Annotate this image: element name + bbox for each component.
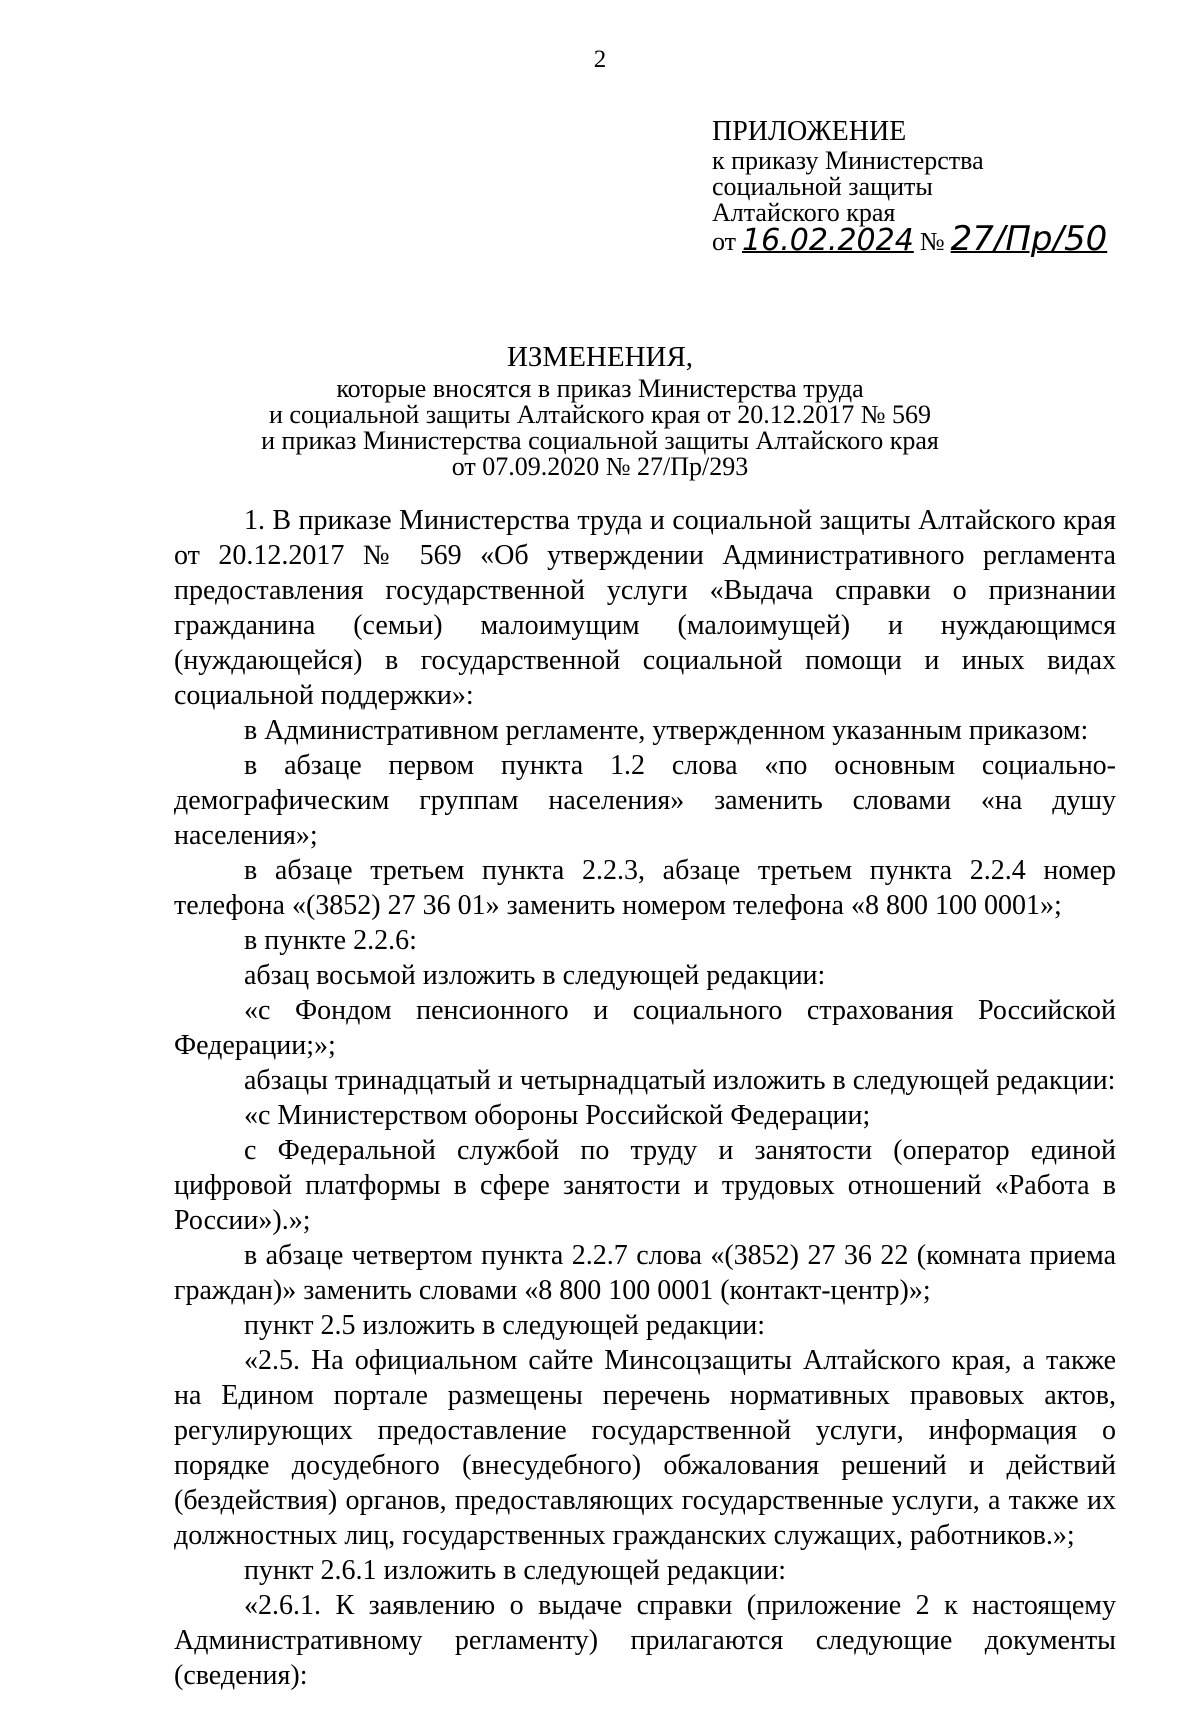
number-prefix: № [919, 227, 945, 256]
document-body [174, 503, 1116, 1693]
title-line-4: от 07.09.2020 № 27/Пр/293 [451, 452, 749, 481]
title-line-2: и социальной защиты Алтайского края от 20.12.2017 № 569 [269, 400, 931, 429]
appendix-line-3: Алтайского края [712, 198, 896, 227]
handwritten-number: 27/Пр/50 [950, 219, 1108, 259]
page-number: 2 [593, 46, 607, 73]
body-paragraph: пункт 2.6.1 изложить в следующей редакции: [244, 1555, 786, 1586]
body-paragraph: в абзаце четвертом пункта 2.2.7 слова «(3852) 27 36 22 (комната приема граждан)» заменить словами «8 800 100 0001 (контакт-центр)»; [174, 1240, 1116, 1306]
body-paragraph: абзацы тринадцатый и четырнадцатый изложить в следующей редакции: [244, 1065, 1116, 1096]
appendix-line-1: к приказу Министерства [712, 146, 984, 175]
appendix-line-2: социальной защиты [712, 172, 933, 201]
body-paragraph: в абзаце третьем пункта 2.2.3, абзаце третьем пункта 2.2.4 номер телефона «(3852) 27 36 01» заменить номером телефона «8 800 100 0001»; [174, 855, 1116, 921]
body-paragraph: в пункте 2.2.6: [244, 925, 417, 956]
body-paragraph: абзац восьмой изложить в следующей редакции: [244, 960, 826, 991]
document-title [200, 338, 1000, 480]
title-heading: ИЗМЕНЕНИЯ, [506, 341, 694, 373]
body-paragraph: «2.5. На официальном сайте Минсоцзащиты Алтайского края, а также на Едином портале размещены перечень нормативных правовых актов, регулирующих предоставление государственной услуги, информация о порядке досудебного (внесудебного) обжалования решений и действий (бездействия) органов, предоставляющих государственные услуги, а также их должностных лиц, государственных гражданских служащих, работников.»; [174, 1345, 1116, 1551]
body-paragraph: «2.6.1. К заявлению о выдаче справки (приложение 2 к настоящему Административному регламенту) прилагаются следующие документы (сведения): [174, 1590, 1116, 1691]
body-paragraph: пункт 2.5 изложить в следующей редакции: [244, 1310, 765, 1341]
date-prefix: от [712, 227, 737, 256]
title-line-1: которые вносятся в приказ Министерства труда [336, 374, 864, 403]
appendix-date-line [712, 219, 1182, 259]
body-paragraph: 1. В приказе Министерства труда и социальной защиты Алтайского края от 20.12.2017 № 569 «Об утверждении Административного регламента предоставления государственной услуги «Выдача справки о признании гражданина (семьи) малоимущим (малоимущей) и нуждающимся (нуждающейся) в государственной социальной помощи и иных видах социальной поддержки»: [174, 505, 1116, 711]
appendix-label: ПРИЛОЖЕНИЕ [712, 116, 907, 147]
body-paragraph: с Федеральной службой по труду и занятости (оператор единой цифровой платформы в сфере занятости и трудовых отношений «Работа в России»).»; [174, 1135, 1116, 1236]
body-paragraph: в Административном регламенте, утвержденном указанным приказом: [244, 715, 1089, 746]
body-paragraph: в абзаце первом пункта 1.2 слова «по основным социально-демографическим группам населения» заменить словами «на душу населения»; [174, 750, 1116, 851]
appendix-block [712, 116, 1182, 259]
handwritten-date: 16.02.2024 [742, 223, 914, 258]
title-line-3: и приказ Министерства социальной защиты Алтайского края [261, 426, 939, 455]
body-paragraph: «с Министерством обороны Российской Федерации; [244, 1100, 871, 1131]
body-paragraph: «с Фондом пенсионного и социального страхования Российской Федерации;»; [174, 995, 1116, 1061]
